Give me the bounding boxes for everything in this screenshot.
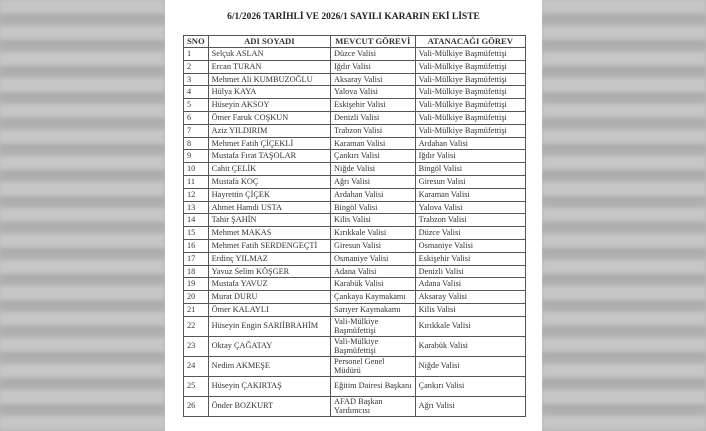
current-post-cell: Ağrı Valisi bbox=[331, 175, 416, 188]
header-new-post: ATANACAĞI GÖREV bbox=[415, 36, 525, 48]
new-post-cell: Giresun Valisi bbox=[415, 175, 525, 188]
sno-cell: 26 bbox=[184, 396, 209, 416]
sno-cell: 25 bbox=[184, 376, 209, 396]
name-cell: Oktay ÇAĞATAY bbox=[208, 336, 330, 356]
sno-cell: 11 bbox=[184, 175, 209, 188]
name-cell: Hüseyin ÇAKIRTAŞ bbox=[208, 376, 330, 396]
table-row bbox=[184, 316, 526, 336]
name-cell: Mustafa YAVUZ bbox=[208, 278, 330, 291]
table-row bbox=[184, 291, 526, 304]
sno-cell: 1 bbox=[184, 48, 209, 61]
table-row bbox=[184, 356, 526, 376]
table-row bbox=[184, 239, 526, 252]
sno-cell: 10 bbox=[184, 163, 209, 176]
name-cell: Erdinç YILMAZ bbox=[208, 252, 330, 265]
new-post-cell: Vali-Mülkiye Başmüfettişi bbox=[415, 99, 525, 112]
sno-cell: 3 bbox=[184, 73, 209, 86]
new-post-cell: Trabzon Valisi bbox=[415, 214, 525, 227]
new-post-cell: Vali-Mülkiye Başmüfettişi bbox=[415, 111, 525, 124]
sno-cell: 19 bbox=[184, 278, 209, 291]
name-cell: Hüseyin Engin SARIİBRAHİM bbox=[208, 316, 330, 336]
new-post-cell: Ardahan Valisi bbox=[415, 137, 525, 150]
table-row bbox=[184, 336, 526, 356]
current-post-cell: Personel Genel Müdürü bbox=[331, 356, 416, 376]
header-name: ADI SOYADI bbox=[208, 36, 330, 48]
new-post-cell: Eskişehir Valisi bbox=[415, 252, 525, 265]
current-post-cell: Trabzon Valisi bbox=[331, 124, 416, 137]
sno-cell: 16 bbox=[184, 239, 209, 252]
table-header-row bbox=[184, 36, 526, 48]
name-cell: Ömer KALAYLI bbox=[208, 303, 330, 316]
new-post-cell: Düzce Valisi bbox=[415, 227, 525, 240]
table-row bbox=[184, 163, 526, 176]
current-post-cell: Giresun Valisi bbox=[331, 239, 416, 252]
current-post-cell: Eğitim Dairesi Başkanı bbox=[331, 376, 416, 396]
blurred-background-right bbox=[542, 0, 706, 431]
sno-cell: 21 bbox=[184, 303, 209, 316]
sno-cell: 23 bbox=[184, 336, 209, 356]
current-post-cell: Adana Valisi bbox=[331, 265, 416, 278]
current-post-cell: Iğdır Valisi bbox=[331, 60, 416, 73]
sno-cell: 9 bbox=[184, 150, 209, 163]
name-cell: Selçuk ASLAN bbox=[208, 48, 330, 61]
sno-cell: 20 bbox=[184, 291, 209, 304]
new-post-cell: Vali-Mülkiye Başmüfettişi bbox=[415, 60, 525, 73]
new-post-cell: Aksaray Valisi bbox=[415, 291, 525, 304]
name-cell: Aziz YILDIRIM bbox=[208, 124, 330, 137]
new-post-cell: Vali-Mülkiye Başmüfettişi bbox=[415, 86, 525, 99]
document-title: 6/1/2026 TARİHLİ VE 2026/1 SAYILI KARARIN EKİ LİSTE bbox=[227, 12, 480, 22]
table-row bbox=[184, 150, 526, 163]
current-post-cell: Sarıyer Kaymakamı bbox=[331, 303, 416, 316]
sno-cell: 14 bbox=[184, 214, 209, 227]
name-cell: Ercan TURAN bbox=[208, 60, 330, 73]
name-cell: Tahir ŞAHİN bbox=[208, 214, 330, 227]
name-cell: Yavuz Selim KÖŞGER bbox=[208, 265, 330, 278]
new-post-cell: Karaman Valisi bbox=[415, 188, 525, 201]
sno-cell: 17 bbox=[184, 252, 209, 265]
name-cell: Mustafa KOÇ bbox=[208, 175, 330, 188]
current-post-cell: Çankaya Kaymakamı bbox=[331, 291, 416, 304]
header-current-post: MEVCUT GÖREVİ bbox=[331, 36, 416, 48]
table-row bbox=[184, 214, 526, 227]
new-post-cell: Vali-Mülkiye Başmüfettişi bbox=[415, 124, 525, 137]
table-row bbox=[184, 48, 526, 61]
blurred-background-left bbox=[0, 0, 165, 431]
table-row bbox=[184, 73, 526, 86]
sno-cell: 22 bbox=[184, 316, 209, 336]
sno-cell: 12 bbox=[184, 188, 209, 201]
table-row bbox=[184, 137, 526, 150]
sno-cell: 24 bbox=[184, 356, 209, 376]
new-post-cell: Niğde Valisi bbox=[415, 356, 525, 376]
current-post-cell: Niğde Valisi bbox=[331, 163, 416, 176]
name-cell: Önder BOZKURT bbox=[208, 396, 330, 416]
sno-cell: 5 bbox=[184, 99, 209, 112]
name-cell: Mehmet Ali KUMBUZOĞLU bbox=[208, 73, 330, 86]
appointments-table bbox=[183, 35, 526, 417]
name-cell: Mehmet Fatih ÇİÇEKLİ bbox=[208, 137, 330, 150]
new-post-cell: Bingöl Valisi bbox=[415, 163, 525, 176]
sno-cell: 6 bbox=[184, 111, 209, 124]
name-cell: Nedim AKMEŞE bbox=[208, 356, 330, 376]
current-post-cell: Osmaniye Valisi bbox=[331, 252, 416, 265]
header-sno: SNO bbox=[184, 36, 209, 48]
current-post-cell: AFAD Başkan Yardımcısı bbox=[331, 396, 416, 416]
current-post-cell: Eskişehir Valisi bbox=[331, 99, 416, 112]
current-post-cell: Bingöl Valisi bbox=[331, 201, 416, 214]
new-post-cell: Yalova Valisi bbox=[415, 201, 525, 214]
current-post-cell: Aksaray Valisi bbox=[331, 73, 416, 86]
table-row bbox=[184, 265, 526, 278]
name-cell: Murat DURU bbox=[208, 291, 330, 304]
current-post-cell: Ardahan Valisi bbox=[331, 188, 416, 201]
sno-cell: 2 bbox=[184, 60, 209, 73]
table-row bbox=[184, 175, 526, 188]
table-row bbox=[184, 111, 526, 124]
name-cell: Ahmet Hamdi USTA bbox=[208, 201, 330, 214]
name-cell: Ömer Faruk COŞKUN bbox=[208, 111, 330, 124]
name-cell: Hayrettin ÇİÇEK bbox=[208, 188, 330, 201]
new-post-cell: Denizli Valisi bbox=[415, 265, 525, 278]
name-cell: Cahit ÇELİK bbox=[208, 163, 330, 176]
current-post-cell: Kırıkkale Valisi bbox=[331, 227, 416, 240]
current-post-cell: Karabük Valisi bbox=[331, 278, 416, 291]
new-post-cell: Ağrı Valisi bbox=[415, 396, 525, 416]
new-post-cell: Vali-Mülkiye Başmüfettişi bbox=[415, 73, 525, 86]
sno-cell: 8 bbox=[184, 137, 209, 150]
current-post-cell: Vali-Mülkiye Başmüfettişi bbox=[331, 336, 416, 356]
new-post-cell: Kilis Valisi bbox=[415, 303, 525, 316]
current-post-cell: Yalova Valisi bbox=[331, 86, 416, 99]
table-row bbox=[184, 86, 526, 99]
name-cell: Mehmet Fatih SERDENGEÇTİ bbox=[208, 239, 330, 252]
table-row bbox=[184, 303, 526, 316]
sno-cell: 13 bbox=[184, 201, 209, 214]
new-post-cell: Adana Valisi bbox=[415, 278, 525, 291]
new-post-cell: Kırıkkale Valisi bbox=[415, 316, 525, 336]
new-post-cell: Osmaniye Valisi bbox=[415, 239, 525, 252]
table-row bbox=[184, 376, 526, 396]
new-post-cell: Iğdır Valisi bbox=[415, 150, 525, 163]
name-cell: Mustafa Fırat TAŞOLAR bbox=[208, 150, 330, 163]
current-post-cell: Vali-Mülkiye Başmüfettişi bbox=[331, 316, 416, 336]
table-row bbox=[184, 396, 526, 416]
table-row bbox=[184, 227, 526, 240]
table-row bbox=[184, 278, 526, 291]
name-cell: Hüseyin AKSOY bbox=[208, 99, 330, 112]
name-cell: Mehmet MAKAS bbox=[208, 227, 330, 240]
new-post-cell: Karabük Valisi bbox=[415, 336, 525, 356]
current-post-cell: Düzce Valisi bbox=[331, 48, 416, 61]
sno-cell: 7 bbox=[184, 124, 209, 137]
sno-cell: 18 bbox=[184, 265, 209, 278]
current-post-cell: Karaman Valisi bbox=[331, 137, 416, 150]
new-post-cell: Çankırı Valisi bbox=[415, 376, 525, 396]
table-row bbox=[184, 188, 526, 201]
current-post-cell: Çankırı Valisi bbox=[331, 150, 416, 163]
current-post-cell: Denizli Valisi bbox=[331, 111, 416, 124]
document-page bbox=[165, 0, 542, 431]
new-post-cell: Vali-Mülkiye Başmüfettişi bbox=[415, 48, 525, 61]
table-row bbox=[184, 201, 526, 214]
current-post-cell: Kilis Valisi bbox=[331, 214, 416, 227]
name-cell: Hülya KAYA bbox=[208, 86, 330, 99]
table-row bbox=[184, 252, 526, 265]
table-row bbox=[184, 99, 526, 112]
table-row bbox=[184, 124, 526, 137]
sno-cell: 15 bbox=[184, 227, 209, 240]
sno-cell: 4 bbox=[184, 86, 209, 99]
table-row bbox=[184, 60, 526, 73]
